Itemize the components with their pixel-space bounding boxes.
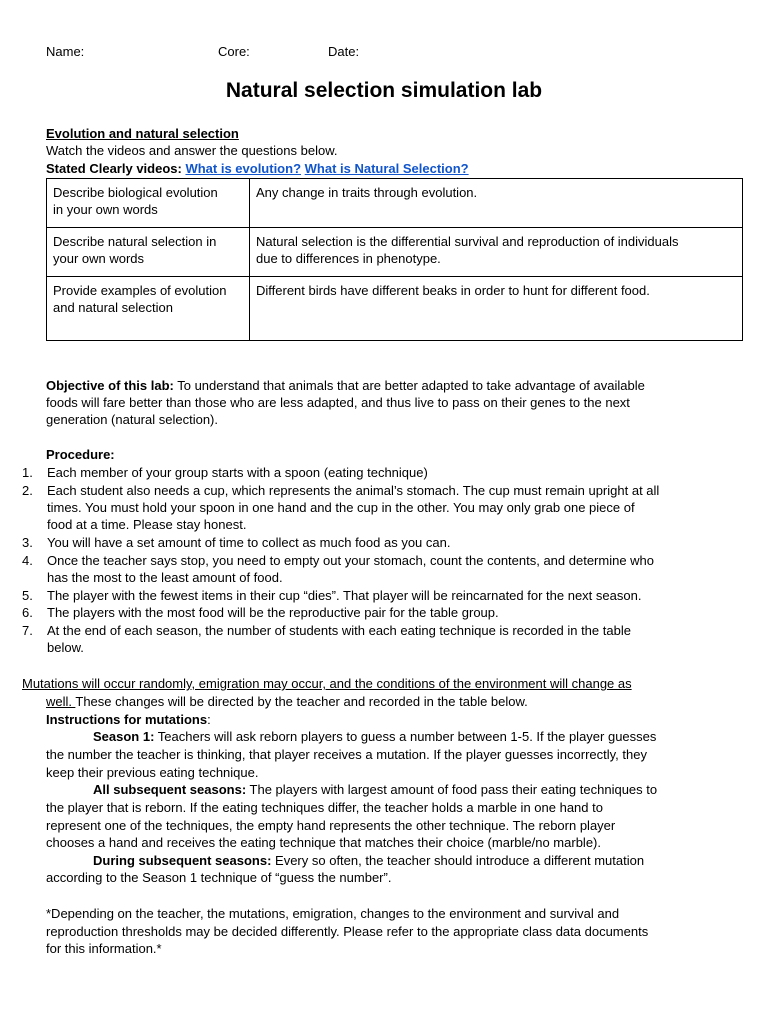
season1-line — [93, 728, 656, 745]
footnote-text: reproduction thresholds may be decided differently. Please refer to the appropriate class data documents — [46, 924, 649, 939]
page-title: Natural selection simulation lab — [225, 79, 543, 102]
videos-label: Stated Clearly videos: — [46, 161, 182, 176]
all-seasons-line — [93, 781, 657, 798]
season1-text: the number the teacher is thinking, that player receives a mutation. If the player guesses incorrectly, they — [46, 747, 647, 762]
list-item: times. You must hold your spoon in one hand and the cup in the other. You may only grab one piece of — [47, 500, 635, 515]
instructions-colon: : — [207, 712, 211, 727]
list-item: Once the teacher says stop, you need to empty out your stomach, count the contents, and determine who — [47, 553, 655, 568]
step-number: 5. — [22, 588, 33, 603]
section-instruction: Watch the videos and answer the questions below. — [46, 143, 338, 158]
objective-text: To understand that animals that are better adapted to take advantage of available — [173, 378, 645, 393]
table-row — [47, 228, 743, 277]
during-seasons-label: During subsequent seasons: — [93, 853, 272, 868]
answer-text: Different birds have different beaks in order to hunt for different food. — [256, 283, 650, 298]
during-seasons-text: according to the Season 1 technique of “guess the number”. — [46, 870, 392, 885]
list-item: The players with the most food will be the reproductive pair for the table group. — [47, 605, 499, 620]
step-number: 6. — [22, 605, 33, 620]
list-item: below. — [47, 640, 84, 655]
answer-text: Natural selection is the differential survival and reproduction of individuals — [256, 234, 679, 249]
list-item: has the most to the least amount of food. — [47, 570, 283, 585]
table-row — [47, 277, 743, 341]
objective-text: foods will fare better than those who are less adapted, and thus live to pass on their genes to the next — [46, 395, 630, 410]
question-text: in your own words — [53, 202, 158, 217]
core-label: Core: — [218, 44, 250, 59]
answer-text: Any change in traits through evolution. — [256, 185, 478, 200]
instructions-heading — [46, 711, 211, 728]
all-seasons-text: chooses a hand and receives the eating technique that matches their choice (marble/no marble). — [46, 835, 601, 850]
answer-cell[interactable] — [250, 277, 743, 341]
question-text: Describe biological evolution — [53, 185, 218, 200]
mutations-intro-well: well. — [46, 694, 76, 709]
answer-cell[interactable] — [250, 228, 743, 277]
list-item: The player with the fewest items in their cup “dies”. That player will be reincarnated for the next season. — [47, 588, 642, 603]
date-label: Date: — [328, 44, 360, 59]
mutations-intro: Mutations will occur randomly, emigration may occur, and the conditions of the environment will change as — [22, 676, 632, 691]
all-seasons-text: The players with largest amount of food pass their eating techniques to — [246, 782, 658, 797]
during-seasons-text: Every so often, the teacher should introduce a different mutation — [271, 853, 645, 868]
season1-label: Season 1: — [93, 729, 155, 744]
step-number: 1. — [22, 465, 33, 480]
list-item: food at a time. Please stay honest. — [47, 517, 247, 532]
all-seasons-text: the player that is reborn. If the eating techniques differ, the teacher holds a marble in one hand to — [46, 800, 603, 815]
objective-label: Objective of this lab: — [46, 378, 174, 393]
videos-line — [46, 160, 469, 177]
answer-text: due to differences in phenotype. — [256, 251, 441, 266]
footnote-text: for this information.* — [46, 941, 162, 956]
question-text: and natural selection — [53, 300, 173, 315]
question-text: your own words — [53, 251, 145, 266]
list-item: You will have a set amount of time to collect as much food as you can. — [47, 535, 451, 550]
question-text: Provide examples of evolution — [53, 283, 227, 298]
step-number: 4. — [22, 553, 33, 568]
procedure-label: Procedure: — [46, 447, 115, 462]
answer-cell[interactable] — [250, 179, 743, 228]
video-link-natural-selection[interactable]: What is Natural Selection? — [304, 161, 469, 176]
instructions-label: Instructions for mutations — [46, 712, 208, 727]
step-number: 7. — [22, 623, 33, 638]
video-link-evolution[interactable]: What is evolution? — [185, 161, 302, 176]
question-cell — [47, 228, 250, 277]
section-heading: Evolution and natural selection — [46, 126, 239, 141]
list-item: Each member of your group starts with a spoon (eating technique) — [47, 465, 428, 480]
during-seasons-line — [93, 852, 644, 869]
all-seasons-label: All subsequent seasons: — [93, 782, 247, 797]
mutations-intro-line2 — [46, 693, 528, 710]
all-seasons-text: represent one of the techniques, the empty hand represents the other technique. The reborn player — [46, 818, 616, 833]
table-row — [47, 179, 743, 228]
name-label: Name: — [46, 44, 85, 59]
mutations-intro-rest: These changes will be directed by the teacher and recorded in the table below. — [75, 694, 528, 709]
step-number: 3. — [22, 535, 33, 550]
objective-text: generation (natural selection). — [46, 412, 218, 427]
footnote-text: *Depending on the teacher, the mutations, emigration, changes to the environment and survival and — [46, 906, 620, 921]
list-item: Each student also needs a cup, which represents the animal’s stomach. The cup must remain upright at all — [47, 483, 660, 498]
list-item: At the end of each season, the number of students with each eating technique is recorded in the table — [47, 623, 631, 638]
step-number: 2. — [22, 483, 33, 498]
season1-text: keep their previous eating technique. — [46, 765, 259, 780]
question-table — [46, 178, 743, 341]
question-cell — [47, 277, 250, 341]
question-text: Describe natural selection in — [53, 234, 217, 249]
question-cell — [47, 179, 250, 228]
objective-line — [46, 377, 645, 394]
season1-text: Teachers will ask reborn players to guess a number between 1-5. If the player guesses — [154, 729, 657, 744]
